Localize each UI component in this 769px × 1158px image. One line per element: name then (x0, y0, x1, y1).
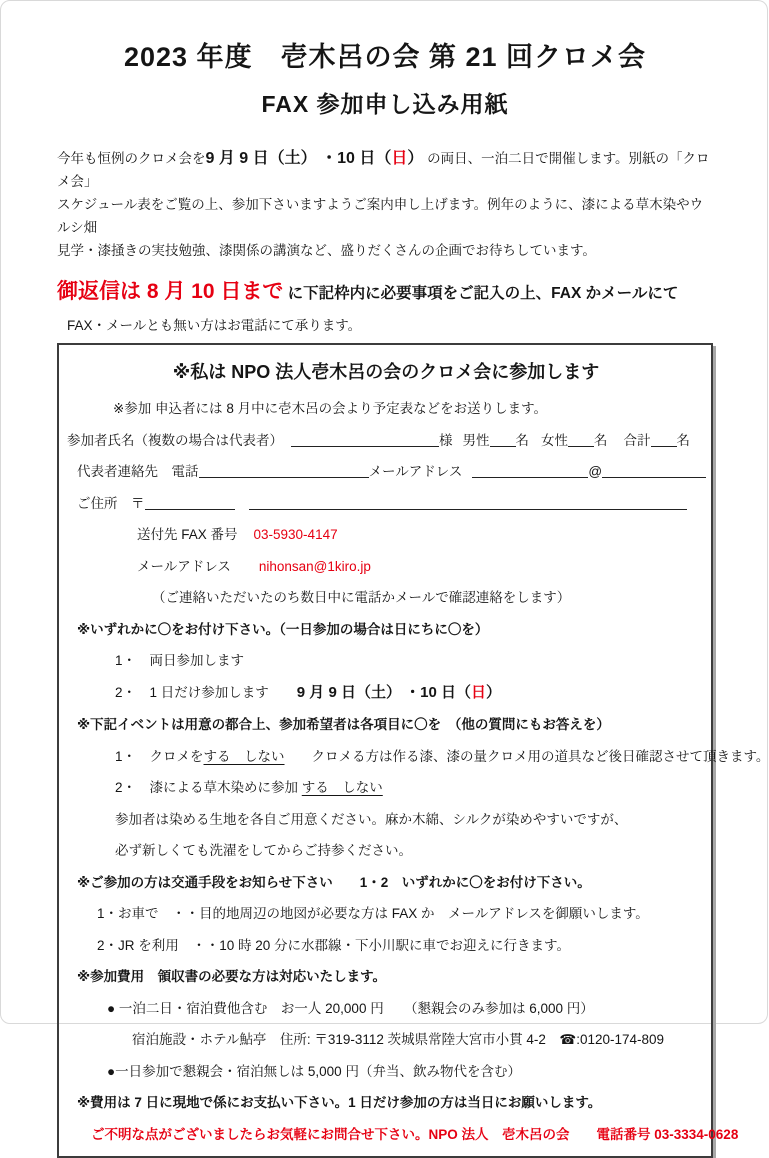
mailing-note: ※参加 申込者には 8 月中に壱木呂の会より予定表などをお送りします。 (113, 401, 547, 416)
page-subtitle: FAX 参加申し込み用紙 (261, 91, 509, 117)
address-label: ご住所 〒 (77, 495, 145, 511)
blank-field (602, 464, 706, 478)
event-dye-option: 2・ 漆による草木染めに参加 する しない (115, 780, 383, 795)
blank-field (291, 433, 439, 447)
fabric-note-1: 参加者は染める生地を各自ご用意ください。麻か木綿、シルクが染めやすいですが、 (115, 811, 628, 827)
blank-field (199, 464, 369, 478)
intro-line-1: 今年も恒例のクロメ会を9 月 9 日（土） ・10 日（日） の両日、一泊二日で開催します。別紙の「クロメ会」 (57, 150, 710, 189)
fax-number-row (67, 523, 705, 543)
blank-field (145, 496, 235, 510)
intro-line-2: スケジュール表をご覧の上、参加下さいますようご案内申し上げます。例年のように、漆による草木染やウルシ畑 (57, 197, 704, 235)
one-day-date: 9 月 9 日（土） ・10 日（日） (296, 683, 502, 701)
option-one-day: 2・ 1 日だけ参加します 9 月 9 日（土） ・10 日（日） (115, 683, 502, 701)
event-date: 9 月 9 日（土） ・10 日（日） (205, 150, 424, 167)
blank-field (568, 433, 594, 447)
blank-field (472, 464, 588, 478)
document-content (1, 1, 767, 1158)
email-row-label: メールアドレス (137, 558, 231, 574)
fee-overnight-item: ● 一泊二日・宿泊費他含む お一人 20,000 円 （懇親会のみ参加は 6,000 円） (107, 1000, 594, 1016)
circle-instruction-heading: ※いずれかに〇をお付け下さい。（一日参加の場合は日にちに〇を） (77, 621, 489, 637)
event-kurome-option: 1・ クロメをする しない クロメる方は作る漆、漆の量クロメ用の道具など後日確認させて頂きます。 (115, 748, 769, 764)
blank-field (249, 496, 687, 510)
address-row (67, 492, 705, 512)
dye-choice: する しない (301, 780, 383, 795)
payment-note: ※費用は 7 日に現地で係にお支払い下さい。1 日だけ参加の方は当日にお願いします。 (77, 1095, 602, 1110)
fabric-note-2: 必ず新しくても洗濯をしてからご持参ください。 (115, 843, 412, 858)
fee-oneday-item: ●一日参加で懇親会・宿泊無しは 5,000 円（弁当、飲み物代を含む） (107, 1063, 521, 1079)
deadline-date: 御返信は 8 月 10 日まで (57, 280, 284, 303)
fax-number-value: 03-5930-4147 (253, 527, 338, 542)
fee-heading: ※参加費用 領収書の必要な方は対応いたします。 (77, 969, 387, 984)
kurome-choice: する しない (203, 748, 285, 764)
contact-label: 代表者連絡先 電話 (77, 464, 199, 479)
option-both-days: 1・ 両日参加します (115, 653, 245, 668)
email-row (67, 555, 705, 575)
sunday-red: 日 (471, 683, 487, 701)
contact-row: 代表者連絡先 電話 メールアドレス @ (67, 460, 705, 480)
fax-label: 送付先 FAX 番号 (137, 527, 238, 542)
sunday-red: 日 (391, 150, 408, 167)
intro-paragraph (57, 147, 713, 262)
applicant-name-row: 参加者氏名（複数の場合は代表者） 様 男性 名 女性 名 合計 名 (67, 432, 690, 448)
blank-field (651, 433, 677, 447)
phone-icon: ☎ (559, 1032, 577, 1047)
inquiry-footer: ご不明な点がございましたらお気軽にお問合せ下さい。NPO 法人 壱木呂の会 電話番号 03-3334-0628 (91, 1126, 739, 1142)
event-instruction-heading: ※下記イベントは用意の都合上、参加希望者は各項目に〇を （他の質問にもお答えを） (77, 717, 610, 732)
application-form-box (57, 343, 769, 1158)
email-label: メールアドレス (368, 464, 463, 479)
email-value: nihonsan@1kiro.jp (258, 558, 371, 574)
transport-heading: ※ご参加の方は交通手段をお知らせ下さい 1・2 いずれかに〇をお付け下さい。 (77, 874, 591, 890)
transport-jr-option: 2・JR を利用 ・・10 時 20 分に水郡線・下小川駅に車でお迎えに行きます。 (97, 937, 570, 953)
confirmation-note: （ご連絡いただいたのち数日中に電話かメールで確認連絡をします） (152, 590, 571, 605)
hotel-phone-number: :0120-174-809 (576, 1032, 665, 1047)
intro-line-3: 見学・漆掻きの実技勉強、漆関係の講演など、盛りだくさんの企画でお待ちしています。 (57, 243, 596, 258)
deadline-note: FAX・メールとも無い方はお電話にて承ります。 (67, 318, 362, 333)
form-title: ※私は NPO 法人壱木呂の会のクロメ会に参加します (172, 362, 600, 382)
deadline-banner: 御返信は 8 月 10 日まで に下記枠内に必要事項をご記入の上、FAX かメールにて (57, 280, 679, 303)
name-label: 参加者氏名（複数の場合は代表者） (67, 432, 283, 448)
page-title: 2023 年度 壱木呂の会 第 21 回クロメ会 (123, 42, 647, 72)
transport-car-option: 1・お車で ・・目的地周辺の地図が必要な方は FAX か メールアドレスを御願いします。 (97, 906, 649, 921)
hotel-info: 宿泊施設・ホテル鮎亭 住所: 〒319-3112 茨城県常陸大宮市小貫 4-2 ☎:0120-174-809 (132, 1032, 665, 1047)
blank-field (490, 433, 516, 447)
